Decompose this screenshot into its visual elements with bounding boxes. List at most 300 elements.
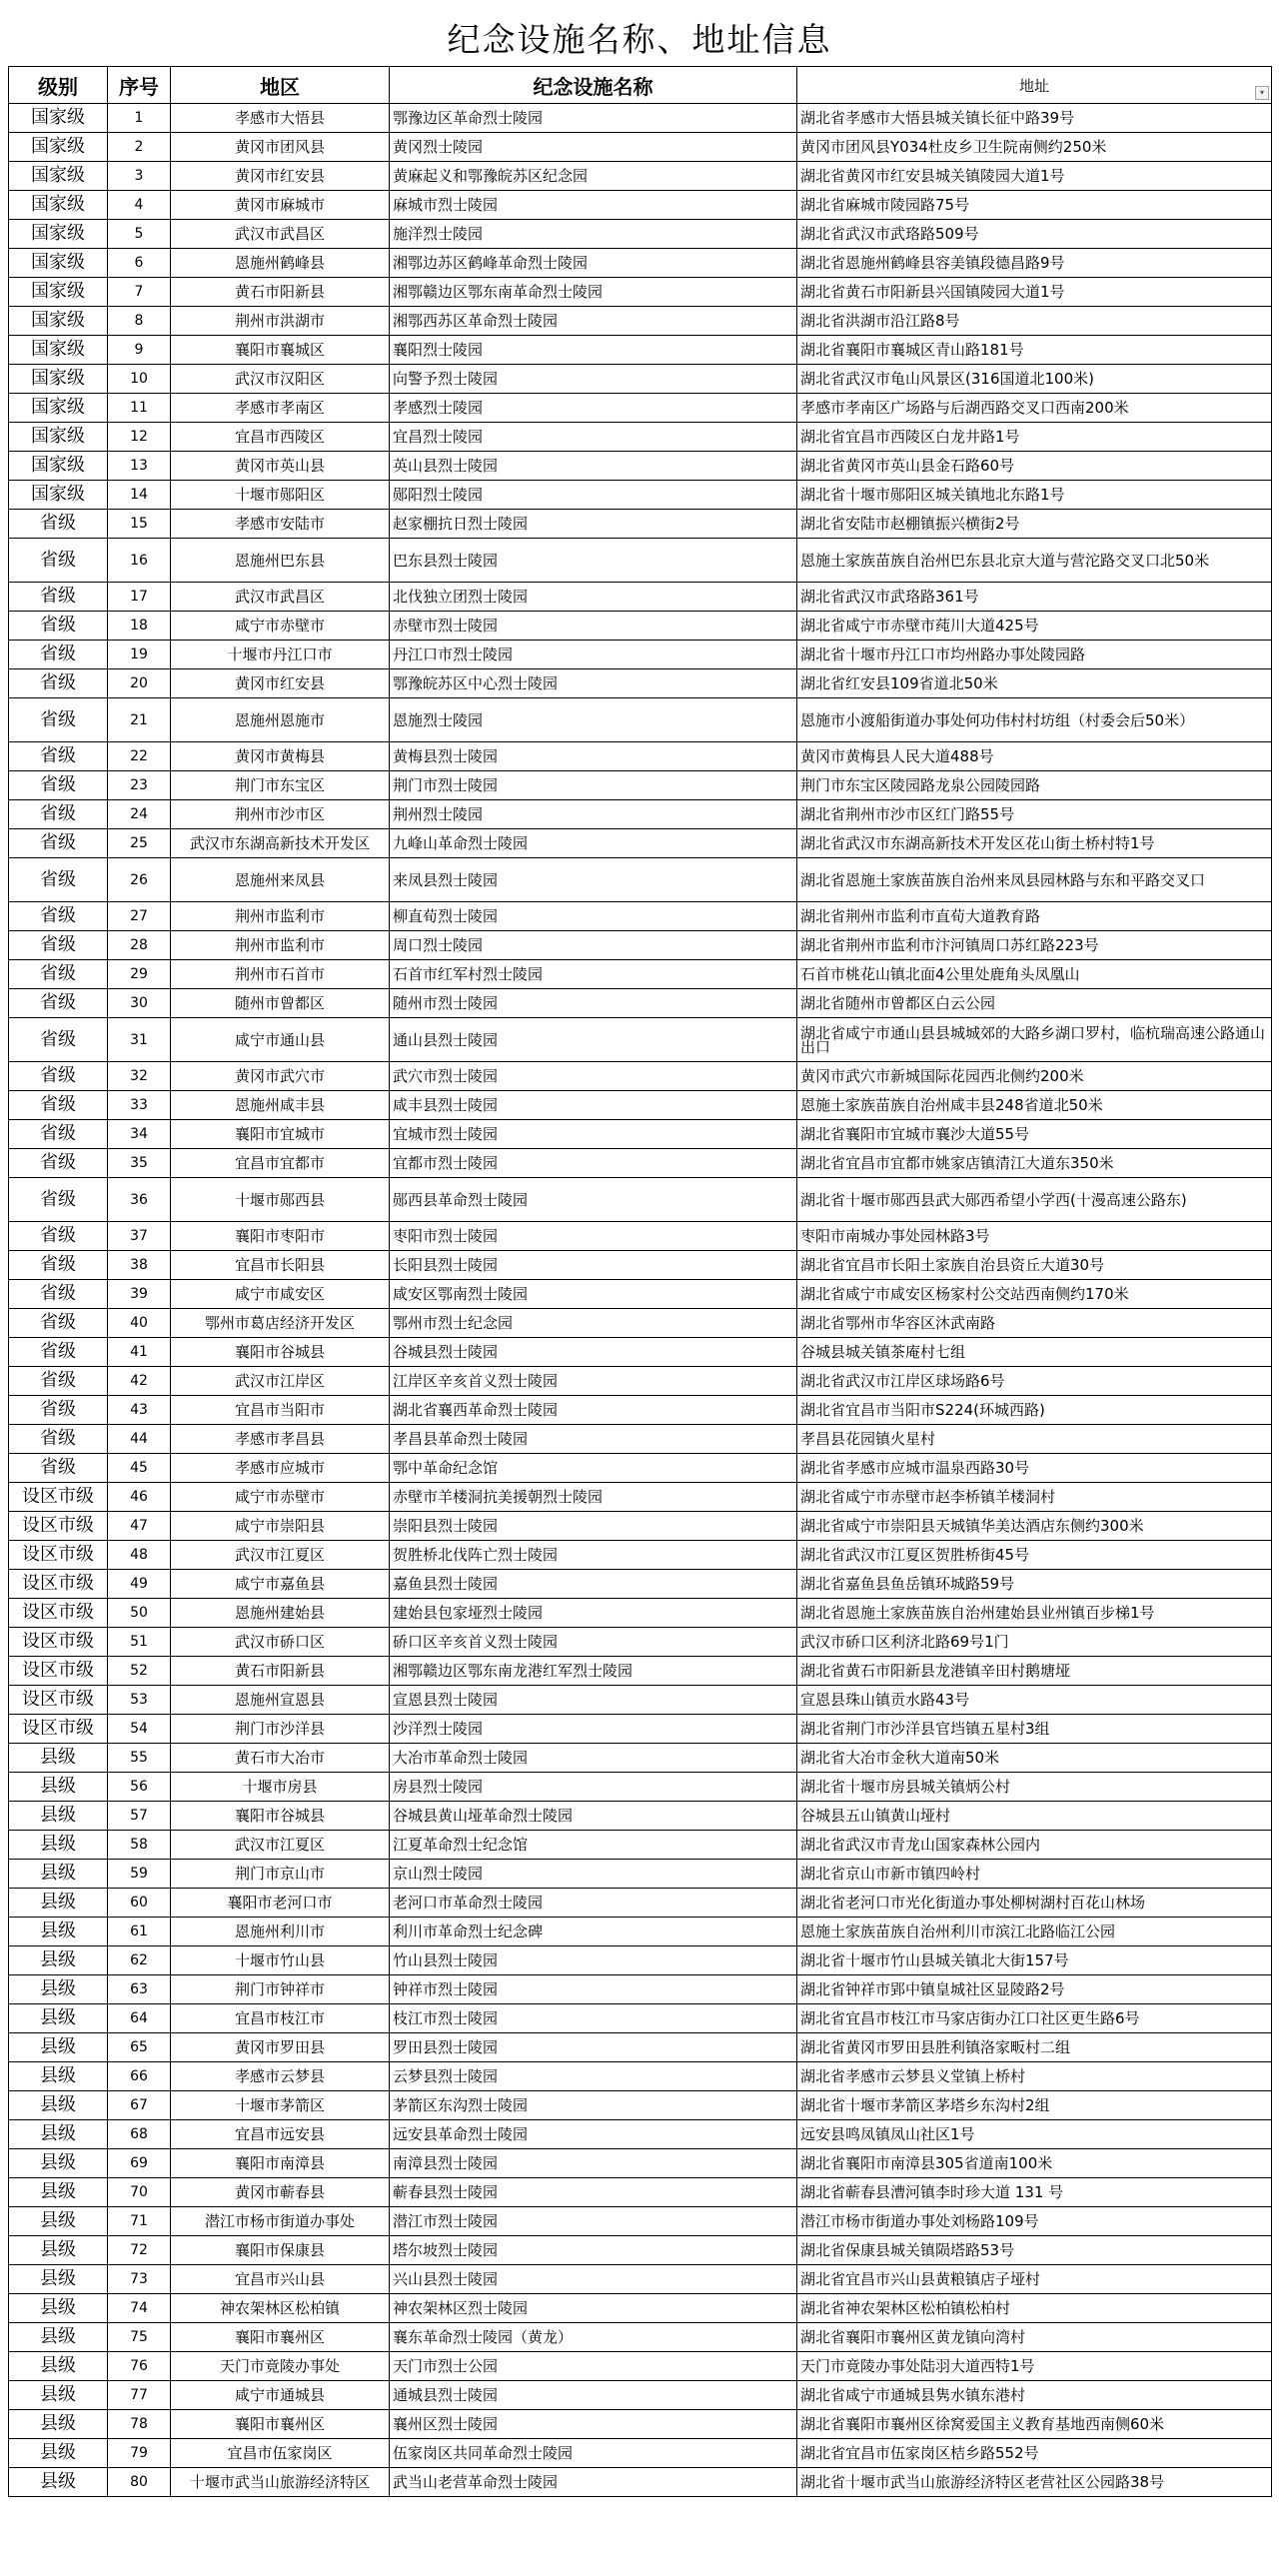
cell-level: 县级 — [9, 2265, 108, 2294]
table-row — [9, 510, 1272, 539]
cell-region: 黄石市阳新县 — [171, 1657, 390, 1686]
cell-index: 79 — [108, 2439, 171, 2468]
cell-facility-name: 京山烈士陵园 — [390, 1860, 797, 1889]
cell-region: 襄阳市襄州区 — [171, 2410, 390, 2439]
table-row — [9, 2468, 1272, 2497]
cell-region: 孝感市应城市 — [171, 1454, 390, 1483]
cell-address: 湖北省十堰市郧西县武大郧西希望小学西(十漫高速公路东) — [797, 1178, 1272, 1222]
cell-level: 设区市级 — [9, 1570, 108, 1599]
table-row — [9, 669, 1272, 698]
cell-region: 武汉市武昌区 — [171, 583, 390, 612]
cell-address: 湖北省黄石市阳新县兴国镇陵园大道1号 — [797, 278, 1272, 307]
cell-address: 湖北省十堰市茅箭区茅塔乡东沟村2组 — [797, 2091, 1272, 2120]
cell-facility-name: 湘鄂赣边区鄂东南革命烈士陵园 — [390, 278, 797, 307]
table-row — [9, 1454, 1272, 1483]
cell-level: 县级 — [9, 1889, 108, 1918]
cell-level: 省级 — [9, 902, 108, 931]
cell-region: 荆门市京山市 — [171, 1860, 390, 1889]
table-row — [9, 612, 1272, 641]
cell-address: 孝感市孝南区广场路与后湖西路交叉口西南200米 — [797, 394, 1272, 423]
cell-facility-name: 沙洋烈士陵园 — [390, 1715, 797, 1744]
table-row — [9, 481, 1272, 510]
table-row — [9, 2091, 1272, 2120]
cell-facility-name: 枝江市烈士陵园 — [390, 2004, 797, 2033]
cell-level: 设区市级 — [9, 1628, 108, 1657]
cell-region: 恩施州利川市 — [171, 1918, 390, 1946]
cell-region: 荆州市监利市 — [171, 902, 390, 931]
cell-region: 天门市竟陵办事处 — [171, 2352, 390, 2381]
cell-region: 潜江市杨市街道办事处 — [171, 2207, 390, 2236]
cell-facility-name: 柳直荀烈士陵园 — [390, 902, 797, 931]
cell-facility-name: 通城县烈士陵园 — [390, 2381, 797, 2410]
cell-level: 国家级 — [9, 249, 108, 278]
table-row — [9, 698, 1272, 742]
cell-level: 国家级 — [9, 452, 108, 481]
cell-address: 湖北省十堰市武当山旅游经济特区老营社区公园路38号 — [797, 2468, 1272, 2497]
cell-index: 72 — [108, 2236, 171, 2265]
cell-index: 50 — [108, 1599, 171, 1628]
cell-address: 谷城县城关镇茶庵村七组 — [797, 1338, 1272, 1367]
cell-facility-name: 江岸区辛亥首义烈士陵园 — [390, 1367, 797, 1396]
cell-index: 65 — [108, 2033, 171, 2062]
cell-region: 咸宁市嘉鱼县 — [171, 1570, 390, 1599]
table-row — [9, 104, 1272, 133]
cell-region: 宜昌市西陵区 — [171, 423, 390, 452]
cell-address: 湖北省黄冈市英山县金石路60号 — [797, 452, 1272, 481]
cell-index: 45 — [108, 1454, 171, 1483]
cell-region: 恩施州恩施市 — [171, 698, 390, 742]
table-row — [9, 960, 1272, 989]
filter-dropdown-icon[interactable]: ▾ — [1255, 86, 1269, 100]
cell-address: 湖北省孝感市应城市温泉西路30号 — [797, 1454, 1272, 1483]
cell-facility-name: 大冶市革命烈士陵园 — [390, 1744, 797, 1773]
cell-facility-name: 恩施烈士陵园 — [390, 698, 797, 742]
cell-region: 十堰市茅箭区 — [171, 2091, 390, 2120]
cell-index: 14 — [108, 481, 171, 510]
cell-level: 县级 — [9, 2323, 108, 2352]
cell-index: 10 — [108, 365, 171, 394]
table-row — [9, 1541, 1272, 1570]
table-row — [9, 1686, 1272, 1715]
table-row — [9, 539, 1272, 583]
cell-index: 49 — [108, 1570, 171, 1599]
cell-region: 十堰市竹山县 — [171, 1946, 390, 1975]
table-row — [9, 1889, 1272, 1918]
cell-index: 5 — [108, 220, 171, 249]
table-row — [9, 800, 1272, 829]
cell-region: 随州市曾都区 — [171, 989, 390, 1018]
cell-address: 湖北省武汉市江夏区贺胜桥街45号 — [797, 1541, 1272, 1570]
table-row — [9, 2439, 1272, 2468]
cell-region: 荆州市沙市区 — [171, 800, 390, 829]
cell-address: 谷城县五山镇黄山垭村 — [797, 1802, 1272, 1831]
cell-address: 潜江市杨市街道办事处刘杨路109号 — [797, 2207, 1272, 2236]
table-row — [9, 1773, 1272, 1802]
cell-facility-name: 巴东县烈士陵园 — [390, 539, 797, 583]
cell-facility-name: 嘉鱼县烈士陵园 — [390, 1570, 797, 1599]
header-region: 地区 — [171, 67, 390, 104]
cell-index: 32 — [108, 1062, 171, 1091]
cell-region: 荆门市钟祥市 — [171, 1975, 390, 2004]
table-row — [9, 191, 1272, 220]
table-row — [9, 2120, 1272, 2149]
cell-address: 恩施土家族苗族自治州咸丰县248省道北50米 — [797, 1091, 1272, 1120]
cell-level: 省级 — [9, 1454, 108, 1483]
facility-table — [8, 66, 1272, 2497]
cell-index: 22 — [108, 742, 171, 771]
cell-region: 襄阳市襄城区 — [171, 336, 390, 365]
cell-address: 湖北省红安县109省道北50米 — [797, 669, 1272, 698]
cell-address: 天门市竟陵办事处陆羽大道西特1号 — [797, 2352, 1272, 2381]
cell-facility-name: 湘鄂赣边区鄂东南龙港红军烈士陵园 — [390, 1657, 797, 1686]
cell-region: 襄阳市谷城县 — [171, 1802, 390, 1831]
cell-level: 县级 — [9, 1831, 108, 1860]
cell-region: 武汉市东湖高新技术开发区 — [171, 829, 390, 858]
cell-facility-name: 鄂豫边区革命烈士陵园 — [390, 104, 797, 133]
cell-region: 武汉市江岸区 — [171, 1367, 390, 1396]
cell-facility-name: 竹山县烈士陵园 — [390, 1946, 797, 1975]
cell-level: 设区市级 — [9, 1715, 108, 1744]
cell-region: 黄冈市蕲春县 — [171, 2178, 390, 2207]
cell-address: 湖北省恩施州鹤峰县容美镇段德昌路9号 — [797, 249, 1272, 278]
cell-facility-name: 施洋烈士陵园 — [390, 220, 797, 249]
cell-level: 省级 — [9, 669, 108, 698]
cell-facility-name: 宣恩县烈士陵园 — [390, 1686, 797, 1715]
table-row — [9, 1628, 1272, 1657]
cell-facility-name: 伍家岗区共同革命烈士陵园 — [390, 2439, 797, 2468]
cell-address: 湖北省武汉市武珞路361号 — [797, 583, 1272, 612]
cell-region: 恩施州咸丰县 — [171, 1091, 390, 1120]
cell-index: 16 — [108, 539, 171, 583]
cell-address: 湖北省咸宁市通山县县城城郊的大路乡湖口罗村，临杭瑞高速公路通山出口 — [797, 1018, 1272, 1062]
cell-level: 省级 — [9, 1120, 108, 1149]
cell-region: 襄阳市南漳县 — [171, 2149, 390, 2178]
cell-level: 县级 — [9, 2410, 108, 2439]
cell-level: 国家级 — [9, 162, 108, 191]
cell-region: 孝感市孝南区 — [171, 394, 390, 423]
cell-region: 恩施州宣恩县 — [171, 1686, 390, 1715]
table-row — [9, 1367, 1272, 1396]
cell-address: 黄冈市团风县Y034杜皮乡卫生院南侧约250米 — [797, 133, 1272, 162]
cell-facility-name: 孝昌县革命烈士陵园 — [390, 1425, 797, 1454]
cell-region: 襄阳市老河口市 — [171, 1889, 390, 1918]
table-row — [9, 2004, 1272, 2033]
table-row — [9, 1657, 1272, 1686]
cell-index: 41 — [108, 1338, 171, 1367]
table-row — [9, 1018, 1272, 1062]
cell-address: 湖北省宜昌市长阳土家族自治县资丘大道30号 — [797, 1251, 1272, 1280]
cell-level: 国家级 — [9, 278, 108, 307]
cell-address: 湖北省随州市曾都区白云公园 — [797, 989, 1272, 1018]
cell-level: 省级 — [9, 1018, 108, 1062]
cell-level: 设区市级 — [9, 1512, 108, 1541]
cell-index: 64 — [108, 2004, 171, 2033]
table-row — [9, 829, 1272, 858]
cell-address: 黄冈市武穴市新城国际花园西北侧约200米 — [797, 1062, 1272, 1091]
cell-facility-name: 郧西县革命烈士陵园 — [390, 1178, 797, 1222]
cell-index: 55 — [108, 1744, 171, 1773]
cell-index: 37 — [108, 1222, 171, 1251]
cell-region: 荆门市东宝区 — [171, 771, 390, 800]
cell-level: 国家级 — [9, 336, 108, 365]
table-row — [9, 1483, 1272, 1512]
cell-address: 湖北省洪湖市沿江路8号 — [797, 307, 1272, 336]
table-row — [9, 2352, 1272, 2381]
cell-facility-name: 宜都市烈士陵园 — [390, 1149, 797, 1178]
cell-region: 鄂州市葛店经济开发区 — [171, 1309, 390, 1338]
table-row — [9, 2381, 1272, 2410]
cell-index: 63 — [108, 1975, 171, 2004]
cell-index: 80 — [108, 2468, 171, 2497]
cell-facility-name: 石首市红军村烈士陵园 — [390, 960, 797, 989]
cell-address: 湖北省襄阳市襄州区徐窝爱国主义教育基地西南侧60米 — [797, 2410, 1272, 2439]
cell-region: 黄石市阳新县 — [171, 278, 390, 307]
cell-level: 县级 — [9, 2004, 108, 2033]
cell-level: 设区市级 — [9, 1599, 108, 1628]
cell-address: 湖北省安陆市赵棚镇振兴横街2号 — [797, 510, 1272, 539]
cell-region: 孝感市云梦县 — [171, 2062, 390, 2091]
cell-facility-name: 天门市烈士公园 — [390, 2352, 797, 2381]
cell-index: 2 — [108, 133, 171, 162]
cell-level: 国家级 — [9, 365, 108, 394]
cell-address: 湖北省蕲春县漕河镇李时珍大道 131 号 — [797, 2178, 1272, 2207]
header-address[interactable] — [797, 67, 1272, 104]
cell-level: 国家级 — [9, 423, 108, 452]
cell-region: 孝感市大悟县 — [171, 104, 390, 133]
cell-level: 县级 — [9, 1946, 108, 1975]
cell-address: 湖北省黄石市阳新县龙港镇辛田村鹅塘垭 — [797, 1657, 1272, 1686]
cell-facility-name: 赵家棚抗日烈士陵园 — [390, 510, 797, 539]
table-row — [9, 2033, 1272, 2062]
table-row — [9, 394, 1272, 423]
cell-address: 湖北省咸宁市崇阳县天城镇华美达酒店东侧约300米 — [797, 1512, 1272, 1541]
cell-facility-name: 黄冈烈士陵园 — [390, 133, 797, 162]
cell-address: 枣阳市南城办事处园林路3号 — [797, 1222, 1272, 1251]
cell-facility-name: 鄂中革命纪念馆 — [390, 1454, 797, 1483]
table-row — [9, 2149, 1272, 2178]
cell-facility-name: 崇阳县烈士陵园 — [390, 1512, 797, 1541]
cell-level: 国家级 — [9, 133, 108, 162]
cell-region: 宜昌市当阳市 — [171, 1396, 390, 1425]
cell-level: 省级 — [9, 1367, 108, 1396]
cell-region: 武汉市汉阳区 — [171, 365, 390, 394]
cell-index: 69 — [108, 2149, 171, 2178]
cell-index: 71 — [108, 2207, 171, 2236]
cell-address: 湖北省保康县城关镇陨塔路53号 — [797, 2236, 1272, 2265]
cell-index: 51 — [108, 1628, 171, 1657]
cell-facility-name: 鄂州市烈士纪念园 — [390, 1309, 797, 1338]
cell-address: 湖北省孝感市大悟县城关镇长征中路39号 — [797, 104, 1272, 133]
cell-address: 湖北省宜昌市兴山县黄粮镇店子垭村 — [797, 2265, 1272, 2294]
cell-index: 20 — [108, 669, 171, 698]
cell-region: 武汉市江夏区 — [171, 1541, 390, 1570]
cell-index: 42 — [108, 1367, 171, 1396]
cell-address: 湖北省十堰市房县城关镇炳公村 — [797, 1773, 1272, 1802]
cell-level: 国家级 — [9, 104, 108, 133]
cell-index: 76 — [108, 2352, 171, 2381]
cell-level: 省级 — [9, 742, 108, 771]
cell-region: 恩施州鹤峰县 — [171, 249, 390, 278]
cell-index: 75 — [108, 2323, 171, 2352]
cell-address: 湖北省十堰市丹江口市均州路办事处陵园路 — [797, 641, 1272, 669]
table-row — [9, 641, 1272, 669]
cell-index: 7 — [108, 278, 171, 307]
table-row — [9, 1062, 1272, 1091]
cell-level: 县级 — [9, 2207, 108, 2236]
cell-index: 25 — [108, 829, 171, 858]
cell-level: 设区市级 — [9, 1686, 108, 1715]
cell-level: 县级 — [9, 1802, 108, 1831]
cell-facility-name: 钟祥市烈士陵园 — [390, 1975, 797, 2004]
cell-facility-name: 九峰山革命烈士陵园 — [390, 829, 797, 858]
cell-level: 县级 — [9, 2062, 108, 2091]
cell-index: 56 — [108, 1773, 171, 1802]
cell-level: 省级 — [9, 1149, 108, 1178]
cell-address: 湖北省襄阳市襄州区黄龙镇向湾村 — [797, 2323, 1272, 2352]
cell-facility-name: 长阳县烈士陵园 — [390, 1251, 797, 1280]
cell-region: 孝感市安陆市 — [171, 510, 390, 539]
cell-facility-name: 宜昌烈士陵园 — [390, 423, 797, 452]
cell-index: 73 — [108, 2265, 171, 2294]
cell-level: 省级 — [9, 931, 108, 960]
cell-region: 咸宁市赤壁市 — [171, 1483, 390, 1512]
cell-address: 石首市桃花山镇北面4公里处鹿角头凤凰山 — [797, 960, 1272, 989]
cell-index: 31 — [108, 1018, 171, 1062]
cell-level: 省级 — [9, 1178, 108, 1222]
cell-facility-name: 赤壁市烈士陵园 — [390, 612, 797, 641]
cell-index: 40 — [108, 1309, 171, 1338]
cell-index: 15 — [108, 510, 171, 539]
table-row — [9, 1149, 1272, 1178]
cell-facility-name: 通山县烈士陵园 — [390, 1018, 797, 1062]
cell-region: 荆门市沙洋县 — [171, 1715, 390, 1744]
cell-address: 湖北省十堰市郧阳区城关镇地北东路1号 — [797, 481, 1272, 510]
table-row — [9, 1918, 1272, 1946]
table-row — [9, 1946, 1272, 1975]
cell-address: 湖北省咸宁市赤壁市赵李桥镇羊楼洞村 — [797, 1483, 1272, 1512]
cell-facility-name: 英山县烈士陵园 — [390, 452, 797, 481]
cell-index: 35 — [108, 1149, 171, 1178]
cell-level: 设区市级 — [9, 1657, 108, 1686]
cell-index: 58 — [108, 1831, 171, 1860]
cell-address: 恩施土家族苗族自治州利川市滨江北路临江公园 — [797, 1918, 1272, 1946]
cell-facility-name: 荆门市烈士陵园 — [390, 771, 797, 800]
table-row — [9, 2265, 1272, 2294]
table-row — [9, 1251, 1272, 1280]
cell-level: 省级 — [9, 1251, 108, 1280]
table-row — [9, 931, 1272, 960]
cell-region: 荆州市监利市 — [171, 931, 390, 960]
cell-level: 省级 — [9, 858, 108, 902]
cell-level: 省级 — [9, 698, 108, 742]
cell-region: 黄冈市红安县 — [171, 162, 390, 191]
table-row — [9, 452, 1272, 481]
table-row — [9, 1715, 1272, 1744]
cell-address: 湖北省钟祥市郢中镇皇城社区显陵路2号 — [797, 1975, 1272, 2004]
cell-facility-name: 湖北省襄西革命烈士陵园 — [390, 1396, 797, 1425]
cell-address: 湖北省大冶市金秋大道南50米 — [797, 1744, 1272, 1773]
cell-index: 19 — [108, 641, 171, 669]
cell-level: 设区市级 — [9, 1541, 108, 1570]
cell-index: 53 — [108, 1686, 171, 1715]
cell-index: 44 — [108, 1425, 171, 1454]
cell-index: 36 — [108, 1178, 171, 1222]
cell-index: 8 — [108, 307, 171, 336]
cell-facility-name: 黄梅县烈士陵园 — [390, 742, 797, 771]
cell-facility-name: 云梦县烈士陵园 — [390, 2062, 797, 2091]
table-row — [9, 307, 1272, 336]
cell-region: 咸宁市咸安区 — [171, 1280, 390, 1309]
cell-region: 十堰市武当山旅游经济特区 — [171, 2468, 390, 2497]
cell-region: 十堰市郧阳区 — [171, 481, 390, 510]
cell-address: 湖北省黄冈市罗田县胜利镇洛家畈村二组 — [797, 2033, 1272, 2062]
cell-facility-name: 房县烈士陵园 — [390, 1773, 797, 1802]
cell-index: 9 — [108, 336, 171, 365]
cell-address: 远安县鸣凤镇凤山社区1号 — [797, 2120, 1272, 2149]
header-row — [9, 67, 1272, 104]
cell-facility-name: 襄阳烈士陵园 — [390, 336, 797, 365]
cell-index: 47 — [108, 1512, 171, 1541]
table-row — [9, 2323, 1272, 2352]
header-facility: 纪念设施名称 — [390, 67, 797, 104]
header-index: 序号 — [108, 67, 171, 104]
cell-region: 宜昌市宜都市 — [171, 1149, 390, 1178]
cell-level: 县级 — [9, 1918, 108, 1946]
cell-address: 湖北省宜昌市伍家岗区桔乡路552号 — [797, 2439, 1272, 2468]
cell-level: 县级 — [9, 2120, 108, 2149]
cell-facility-name: 黄麻起义和鄂豫皖苏区纪念园 — [390, 162, 797, 191]
cell-address: 湖北省黄冈市红安县城关镇陵园大道1号 — [797, 162, 1272, 191]
cell-address: 湖北省咸宁市咸安区杨家村公交站西南侧约170米 — [797, 1280, 1272, 1309]
cell-facility-name: 麻城市烈士陵园 — [390, 191, 797, 220]
cell-address: 湖北省武汉市东湖高新技术开发区花山街土桥村特1号 — [797, 829, 1272, 858]
table-row — [9, 2062, 1272, 2091]
cell-region: 恩施州来凤县 — [171, 858, 390, 902]
cell-index: 34 — [108, 1120, 171, 1149]
cell-region: 黄冈市红安县 — [171, 669, 390, 698]
table-row — [9, 278, 1272, 307]
cell-region: 黄冈市英山县 — [171, 452, 390, 481]
cell-region: 恩施州巴东县 — [171, 539, 390, 583]
table-row — [9, 1280, 1272, 1309]
header-level: 级别 — [9, 67, 108, 104]
cell-level: 省级 — [9, 1091, 108, 1120]
cell-address: 荆门市东宝区陵园路龙泉公园陵园路 — [797, 771, 1272, 800]
cell-level: 省级 — [9, 1338, 108, 1367]
table-row — [9, 1831, 1272, 1860]
cell-index: 1 — [108, 104, 171, 133]
cell-index: 13 — [108, 452, 171, 481]
table-row — [9, 902, 1272, 931]
cell-facility-name: 荆州烈士陵园 — [390, 800, 797, 829]
cell-level: 省级 — [9, 641, 108, 669]
cell-address: 湖北省鄂州市华容区沐武南路 — [797, 1309, 1272, 1338]
table-row — [9, 133, 1272, 162]
cell-facility-name: 赤壁市羊楼洞抗美援朝烈士陵园 — [390, 1483, 797, 1512]
cell-index: 62 — [108, 1946, 171, 1975]
cell-region: 武汉市江夏区 — [171, 1831, 390, 1860]
table-row — [9, 1802, 1272, 1831]
cell-address: 黄冈市黄梅县人民大道488号 — [797, 742, 1272, 771]
cell-level: 县级 — [9, 2236, 108, 2265]
cell-address: 湖北省荆州市沙市区红门路55号 — [797, 800, 1272, 829]
cell-level: 国家级 — [9, 481, 108, 510]
cell-region: 襄阳市谷城县 — [171, 1338, 390, 1367]
cell-level: 县级 — [9, 2439, 108, 2468]
cell-region: 咸宁市赤壁市 — [171, 612, 390, 641]
table-row — [9, 1338, 1272, 1367]
cell-facility-name: 咸安区鄂南烈士陵园 — [390, 1280, 797, 1309]
